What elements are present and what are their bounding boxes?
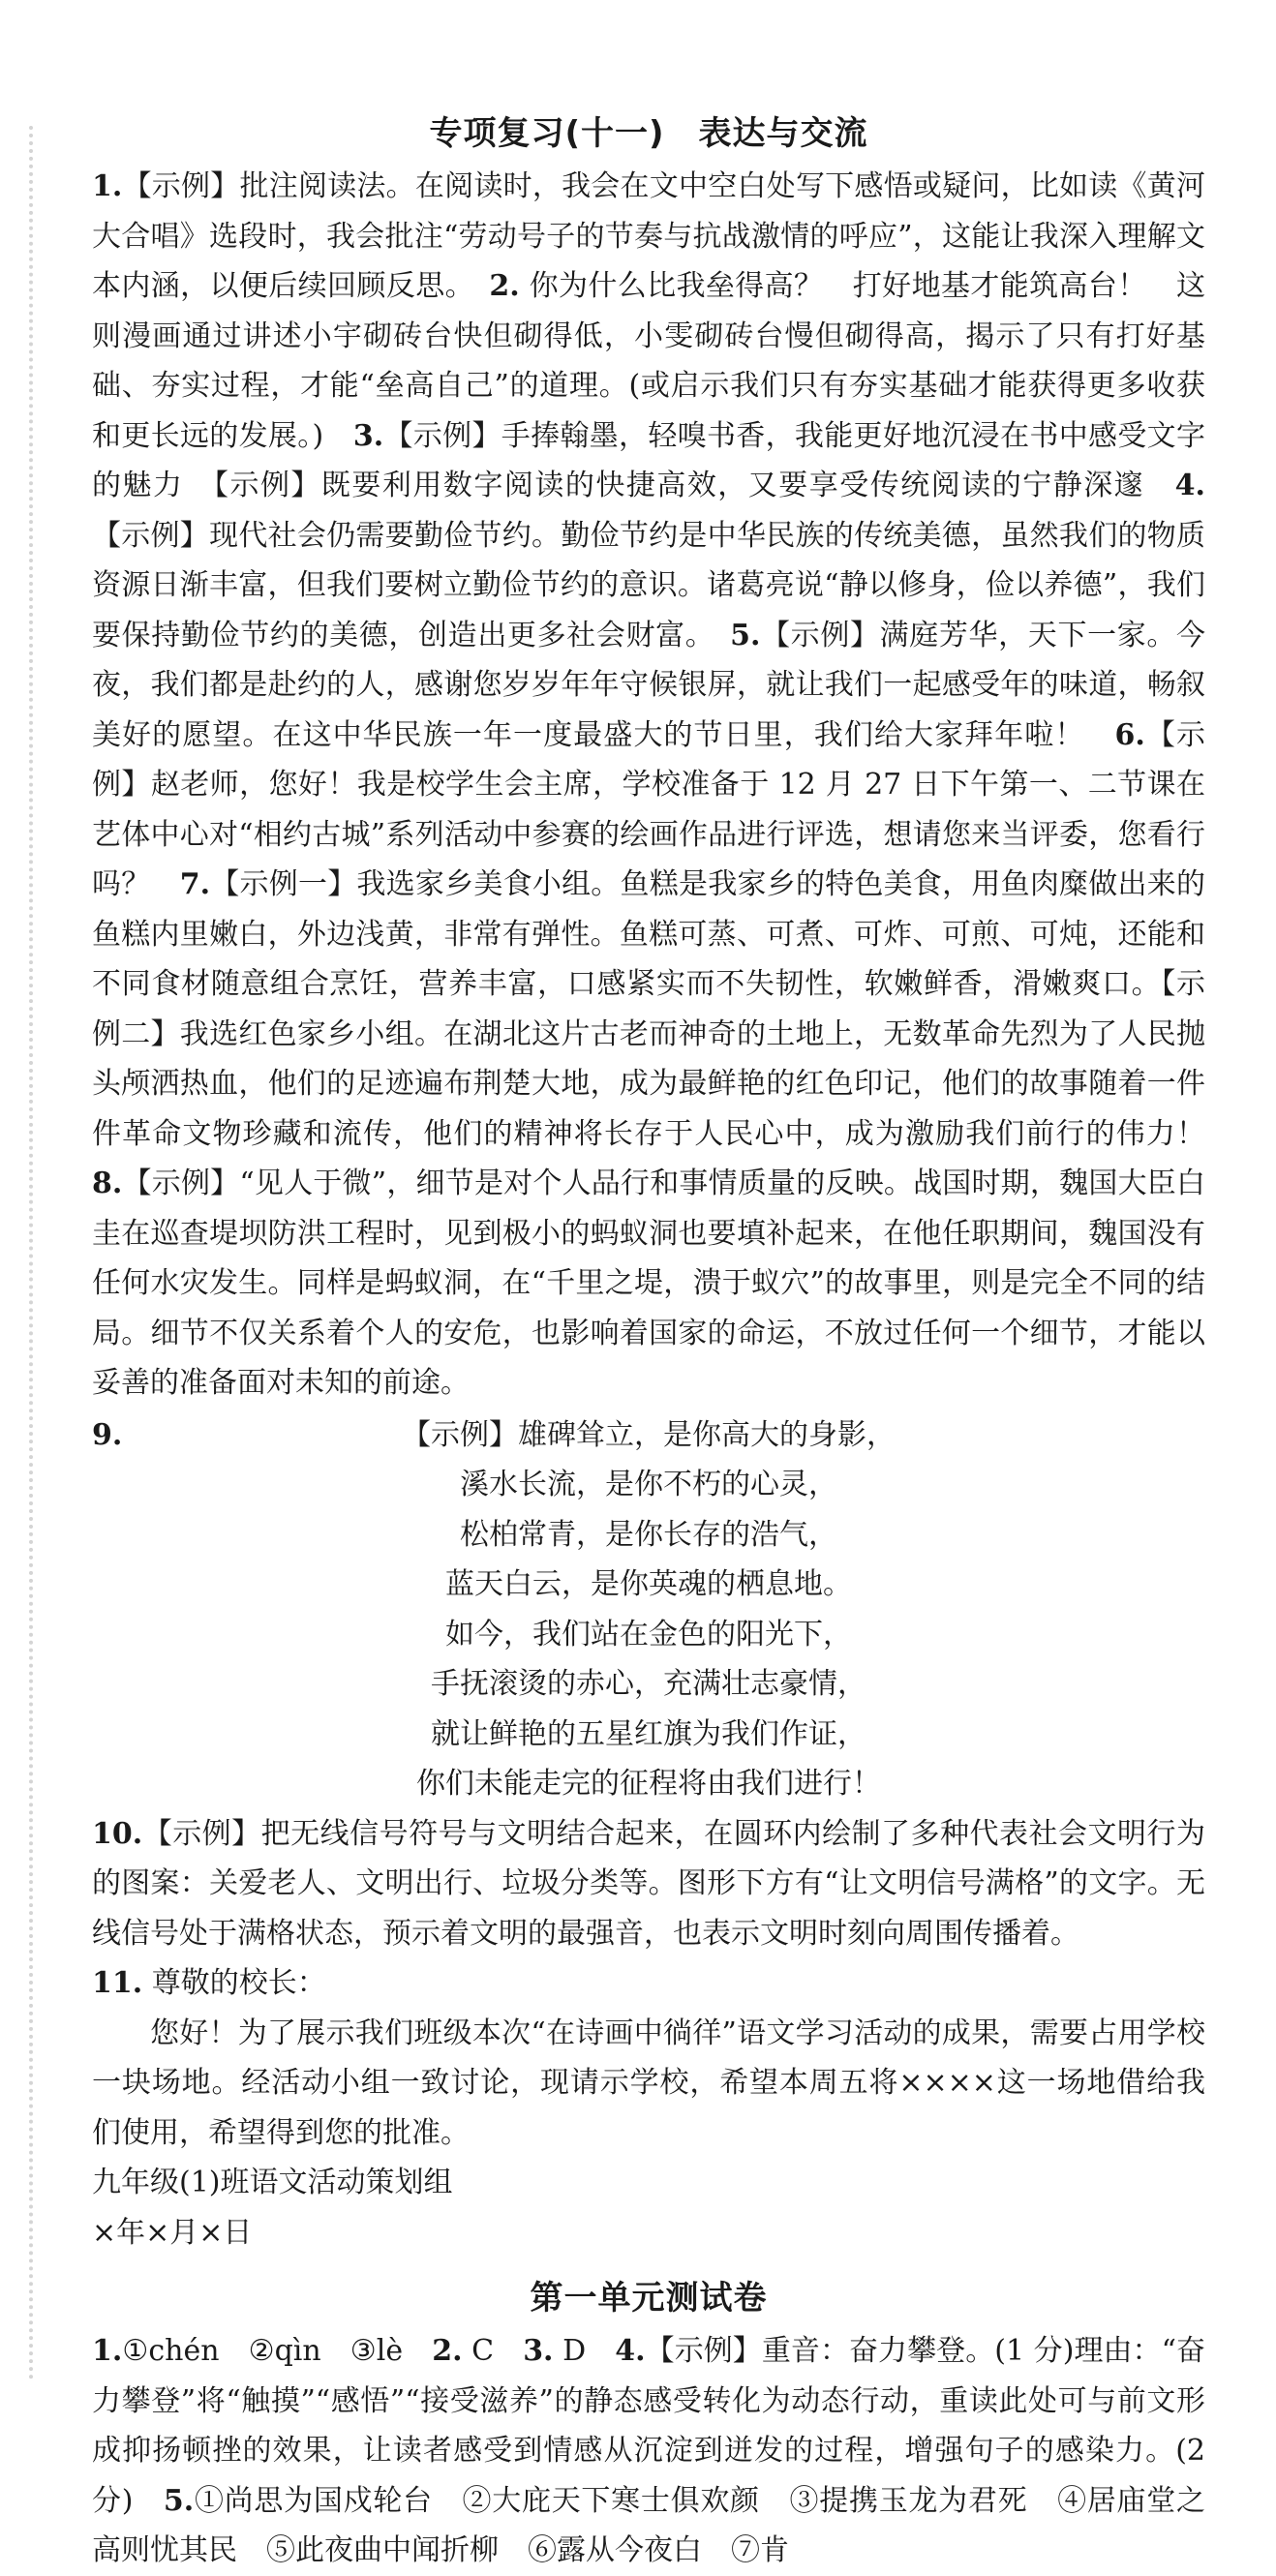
poem-line: 蓝天白云，是你英魂的栖息地。 bbox=[445, 1567, 852, 1601]
answer-10-text: 【示例】把无线信号符号与文明结合起来，在圆环内绘制了多种代表社会文明行为的图案：关爱老人、文明出行、垃圾分类等。图形下方有“让文明信号满格”的文字。无线信号处于满格状态，预示着文明的最强音，也表示文明时刻向周围传播着。 bbox=[92, 1816, 1205, 1951]
section-title-unit-1-test: 第一单元测试卷 bbox=[530, 2279, 768, 2318]
answer-10-num: 10. bbox=[92, 1816, 143, 1851]
answer-4-text: 【示例】现代社会仍需要勤俭节约。勤俭节约是中华民族的传统美德，虽然我们的物质资源日渐丰富，但我们要树立勤俭节约的意识。诸葛亮说“静以修身，俭以养德”，我们要保持勤俭节约的美德，创造出更多社会财富。 bbox=[92, 518, 1205, 652]
test-answer-2-num: 2. bbox=[432, 2334, 463, 2368]
answer-7-num: 7. bbox=[179, 867, 211, 901]
answers-1-to-8 bbox=[92, 162, 1234, 1409]
letter-date: ×年×月×日 bbox=[92, 2215, 253, 2250]
answer-8-num: 8. bbox=[92, 1167, 123, 1200]
letter-salutation-text: 尊敬的校长： bbox=[142, 1966, 326, 2000]
unit-test-answers bbox=[92, 2326, 1205, 2576]
answer-6-text: 【示例】赵老师，您好！我是校学生会主席，学校准备于 12 月 27 日下午第一、二节课在艺体中心对“相约古城”系列活动中参赛的绘画作品进行评选，想请您来当评委，您看行吗？ bbox=[92, 717, 1206, 901]
poem-line: 如今，我们站在金色的阳光下， bbox=[445, 1617, 852, 1652]
poem-lines bbox=[92, 1410, 1205, 1809]
test-answer-4-text: 【示例】重音：奋力攀登。(1 分)理由：“奋力攀登”将“触摸”“感悟”“接受滋养”的静态感受转化为动态行动，重读此处可与前文形成抑扬顿挫的效果，让读者感受到情感从沉淀到迸发的过程，增强句子的感染力。(2 分) bbox=[92, 2334, 1205, 2518]
letter-body: 您好！为了展示我们班级本次“在诗画中徜徉”语文学习活动的成果，需要占用学校一块场地。经活动小组一致讨论，现请示学校，希望本周五将××××这一场地借给我们使用，希望得到您的批准。 bbox=[92, 2015, 1205, 2150]
test-answer-3-num: 3. bbox=[523, 2334, 554, 2368]
test-answer-1-text: ①chén ②qìn ③lè bbox=[122, 2334, 433, 2368]
answer-5-num: 5. bbox=[730, 618, 761, 652]
answer-8-text: 【示例】“见人于微”，细节是对个人品行和事情质量的反映。战国时期，魏国大臣白圭在巡查堤坝防洪工程时，见到极小的蚂蚁洞也要填补起来，在他任职期间，魏国没有任何水灾发生。同样是蚂蚁洞，在“千里之堤，溃于蚁穴”的故事里，则是完全不同的结局。细节不仅关系着个人的安危，也影响着国家的命运，不放过任何一个细节，才能以妥善的准备面对未知的前途。 bbox=[92, 1167, 1205, 1400]
answer-1-text: 【示例】批注阅读法。在阅读时，我会在文中空白处写下感悟或疑问，比如读《黄河大合唱》选段时，我会批注“劳动号子的节奏与抗战激情的呼应”，这能让我深入理解文本内涵，以便后续回顾反思。 bbox=[92, 169, 1205, 303]
letter-signature: 九年级(1)班语文活动策划组 bbox=[92, 2166, 453, 2199]
poem-line: 【示例】雄碑耸立，是你高大的身影， bbox=[402, 1417, 896, 1452]
answer-3-text: 【示例】手捧翰墨，轻嗅书香，我能更好地沉浸在书中感受文字的魅力 【示例】既要利用数字阅读的快捷高效，又要享受传统阅读的宁静深邃 bbox=[92, 418, 1205, 502]
test-answer-5-num: 5. bbox=[163, 2483, 195, 2518]
binding-margin-dots bbox=[29, 126, 33, 2381]
answer-content bbox=[92, 106, 1234, 2576]
answer-11-num: 11. bbox=[92, 1966, 143, 2000]
test-answer-1-num: 1. bbox=[92, 2334, 123, 2368]
test-answer-5-text: ①尚思为国戍轮台 ②大庇天下寒士俱欢颜 ③提携玉龙为君死 ④居庙堂之高则忧其民 ⑤此夜曲中闻折柳 ⑥露从今夜白 ⑦肯 bbox=[92, 2483, 1205, 2567]
poem-line: 溪水长流，是你不朽的心灵， bbox=[460, 1468, 837, 1501]
poem-line: 松柏常青，是你长存的浩气， bbox=[460, 1517, 837, 1552]
answer-10 bbox=[92, 1809, 1205, 1959]
section-title-review-11: 专项复习(十一) 表达与交流 bbox=[429, 114, 868, 153]
test-answer-3-text: D bbox=[553, 2334, 616, 2368]
poem-line: 你们未能走完的征程将由我们进行！ bbox=[416, 1767, 881, 1801]
poem-line: 手抚滚烫的赤心，充满壮志豪情， bbox=[431, 1667, 866, 1701]
answer-11-letter bbox=[92, 1958, 1205, 2258]
answer-3-num: 3. bbox=[352, 418, 384, 453]
answer-9-num: 9. bbox=[92, 1417, 123, 1452]
test-answer-2-text: C bbox=[462, 2334, 524, 2368]
poem-line: 就让鲜艳的五星红旗为我们作证， bbox=[431, 1716, 866, 1751]
answer-2-num: 2. bbox=[489, 269, 520, 303]
answer-9-poem bbox=[92, 1410, 1205, 1809]
answer-4-num: 4. bbox=[1174, 469, 1205, 502]
answer-7-text: 【示例一】我选家乡美食小组。鱼糕是我家乡的特色美食，用鱼肉糜做出来的鱼糕内里嫩白，外边浅黄，非常有弹性。鱼糕可蒸、可煮、可炸、可煎、可炖，还能和不同食材随意组合烹饪，营养丰富，口感紧实而不失韧性，软嫩鲜香，滑嫩爽口。【示例二】我选红色家乡小组。在湖北这片古老而神奇的土地上，无数革命先烈为了人民抛头颅洒热血，他们的足迹遍布荆楚大地，成为最鲜艳的红色印记，他们的故事随着一件件革命文物珍藏和流传，他们的精神将长存于人民心中，成为激励我们前行的伟力！ bbox=[92, 867, 1234, 1151]
answer-2-text: 你为什么比我垒得高？ 打好地基才能筑高台！ 这则漫画通过讲述小宇砌砖台快但砌得低，小雯砌砖台慢但砌得高，揭示了只有打好基础、夯实过程，才能“垒高自己”的道理。(或启示我们只有夯实基础才能获得更多收获和更长远的发展。) bbox=[92, 269, 1206, 453]
letter-salutation bbox=[92, 1958, 1205, 2009]
test-answer-4-num: 4. bbox=[615, 2334, 646, 2368]
answer-5-text: 【示例】满庭芳华，天下一家。今夜，我们都是赴约的人，感谢您岁岁年年守候银屏，就让我们一起感受年的味道，畅叙美好的愿望。在这中华民族一年一度最盛大的节日里，我们给大家拜年啦！ bbox=[92, 618, 1206, 752]
answer-1-num: 1. bbox=[92, 169, 123, 203]
answer-6-num: 6. bbox=[1114, 717, 1145, 752]
